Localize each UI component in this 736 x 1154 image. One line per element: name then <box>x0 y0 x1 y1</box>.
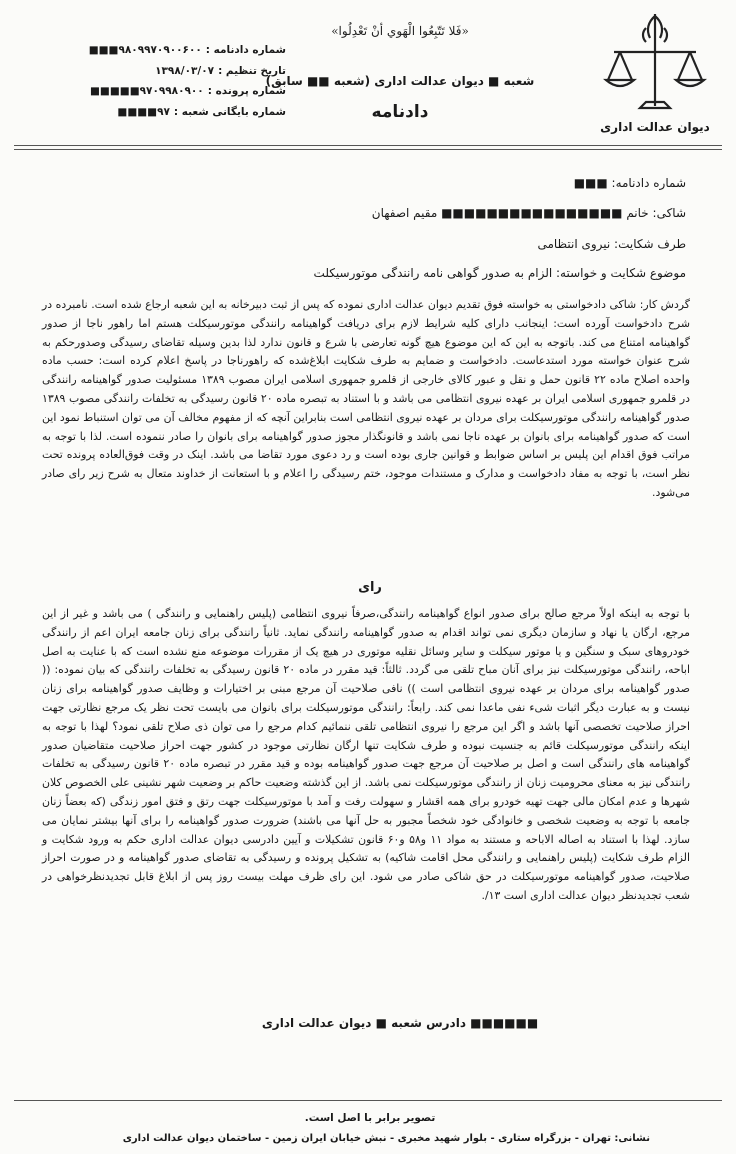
page-title: دادنامه <box>371 102 429 122</box>
meta-label: تاریخ تنظیم : <box>218 64 286 77</box>
meta-row-date <box>46 61 286 82</box>
meta-row-file-number <box>46 81 286 102</box>
ruling-heading: رای <box>358 580 382 595</box>
respondent: طرف شکایت: نیروی انتظامی <box>537 237 686 251</box>
address-line: نشانی: تهران - بزرگراه ستاری - بلوار شهید مخبری - نبش خیابان ایران زمین - ساختمان دیوان عدالت اداری <box>122 1133 650 1144</box>
org-name: دیوان عدالت اداری <box>600 120 710 134</box>
branch-line: شعبه ■ دیوان عدالت اداری (شعبه ■■ سابق) <box>265 74 535 88</box>
complainant: شاکی: خانم ■■■■■■■■■■■■■■■■ مقیم اصفهان <box>371 206 686 220</box>
header-verse: «فَلا تَتّبِعُوا الْهَوي أنْ تَعْدِلُوا» <box>331 24 469 38</box>
meta-label: شماره پرونده : <box>207 85 286 97</box>
meta-value: ۹۸۰۹۹۷۰۹۰۰۶۰۰■■■ <box>88 44 202 56</box>
subject: موضوع شکایت و خواسته: الزام به صدور گواهی نامه رانندگی موتورسیکلت <box>313 266 686 280</box>
meta-label: شماره بایگانی شعبه : <box>173 105 286 118</box>
meta-value: ۹۷■■■■ <box>117 105 170 118</box>
meta-value: ۱۳۹۸/۰۳/۰۷ <box>155 64 215 77</box>
case-number: شماره دادنامه: ■■■ <box>573 176 686 190</box>
header-divider <box>14 145 722 146</box>
procedure-paragraph: گردش کار: شاکی دادخواستی به خواسته فوق تقدیم دیوان عدالت اداری نموده که پس از ثبت دبیرخانه به این شعبه ارجاع شده است. نامبرده در شرح دادخواست آورده است: اینجانب دارای کلیه شرایط لازم برای دریافت گواهینامه رانندگی موتورسیکلت هستم اما راهور ناجا از صدور گواهینامه امتناع می کند. باتوجه به این که این موضوع هیچ گونه تعارضی با شرع و قانون ندارد لذا بدین وسیله تقاضای رسیدگی وصدورحکم به شرح عنوان خواسته مورد استدعاست. دادخواست و ضمایم به طرف شکایت ابلاغ‌شده که راهورناجا در پاسخ اعلام کرده است: حسب ماده واحده اصلاح ماده ۲۲ قانون حمل و نقل و عبور کالای خارجی از قلمرو جمهوری اسلامی ایران مصوب ۱۳۸۹ مسئولیت صدور گواهینامه رانندگی در قلمرو جمهوری اسلامی ایران بر عهده نیروی انتظامی می باشد و با استناد به تبصره ماده ۲۰ قانون رسیدگی به تخلفات رانندگی مصوب ۱۳۸۹ صدور گواهینامه رانندگی موتورسیکلت برای مردان بر عهده نیروی انتظامی است بنابراین آنچه که از مفهوم مخالف آن می توان استنباط نمود این است که صدور گواهینامه برای بانوان بر عهده ناجا نمی باشد و قانونگذار مجوز صدور گواهینامه برای بانوان را صادر ننموده است. لذا با توجه به مراتب فوق اقدام این پلیس بر اساس ضوابط و قوانین جاری بوده است و رد دعوی مورد تقاضا می باشد. اینک در وقت فوق‌العاده پرونده تحت نظر است، با توجه به مفاد دادخواست و مدارک و مستندات موجود، ختم رسیدگی را اعلام و با استعانت از خداوند متعال به شرح زیر رای صادر می‌شود. <box>42 298 690 499</box>
true-copy-note: تصویر برابر با اصل است. <box>304 1112 436 1124</box>
meta-label: شماره دادنامه : <box>205 44 286 56</box>
emblem-block <box>600 8 710 138</box>
case-meta <box>46 40 286 122</box>
meta-value: ۹۷۰۹۹۸۰۹۰۰■■■■■ <box>90 85 204 97</box>
footer-divider <box>14 1100 722 1101</box>
scales-of-justice-icon <box>600 8 710 118</box>
meta-row-verdict-number <box>46 40 286 61</box>
meta-row-archive-number <box>46 102 286 123</box>
ruling-paragraph: با توجه به اینکه اولاً مرجع صالح برای صدور انواع گواهینامه رانندگی،صرفاً نیروی انتظامی (پلیس راهنمایی و رانندگی ) می باشد و غیر از این مرجع، ارگان یا نهاد و سازمان دیگری نمی تواند اقدام به صدور گواهینامه رانندگی نماید. ثانیاً رانندگی برای زنان جامعه ایران اعم از رانندگی خودروهای سبک و سنگین و یا موتور سیکلت و سایر وسائل نقلیه موتوری در هیچ یک از مقررات موضوعه منع نشده است که با عنایت به اصل اباحه، رانندگی موتورسیکلت نیز برای آنان مباح تلقی می گردد. ثالثاً: قید مقرر در ماده ۲۰ قانون رسیدگی به تخلفات رانندگی که بیان نموده: (( صدور گواهینامه برای مردان بر عهده نیروی انتظامی است )) نافی صلاحیت آن مرجع مبنی بر اختیارات و وظایف صدور گواهینامه برای زنان نیست و به عبارت دیگر اثبات شیء نفی ماعدا نمی کند. رابعاً: رانندگی موتورسیکلت برای بانوان می بایست تحت نظر یک مرجع نظارتی جهت احراز صلاحیت تخصصی آنها باشد و اگر این مرجع را نیروی انتظامی تلقی ننمائیم کدام مرجع را می توان ذی صلاح تلقی نمود؟ لهذا با توجه به اینکه رانندگی موتورسیکلت قائم به جنسیت نبوده و طرف شکایت تنها ارگان نظارتی موجود در کشور جهت احراز صلاحیت متقاضیان صدور گواهینامه های رانندگی است و اصل بر صلاحیت آن مرجع جهت صدور گواهینامه بوده و قید مقرر در تبصره ماده ۲۰ قانون رسیدگی به تخلفات رانندگی نیز به معنای محرومیت زنان از رانندگی موتورسیکلت نمی باشد. از این گذشته وضعیت حاکم بر وضعیت شهر نشینی علی الخصوص کلان شهرها و عدم امکان مالی جهت تهیه خودرو برای همه اقشار و سهولت رفت و آمد با موتورسیکلت جهت رتق و فتق امور زندگی (که بعضاً زنان جامعه با توجه به وضعیت شخصی و خانوادگی خود شخصاً مجبور به حل آنها می باشند) ضرورت صدور گواهینامه را برای آنها بیشتر نمایان می سازد. لهذا با استناد به اصاله الاباحه و مستند به مواد ۱۱ و۵۸ و۶۰ قانون تشکیلات و آیین دادرسی دیوان عدالت اداری حکم به ورود شکایت و الزام طرف شکایت (پلیس راهنمایی و رانندگی محل اقامت شاکیه) به تشکیل پرونده و رسیدگی به تقاضای صدور گواهینامه و در صورت احراز صلاحیت، صدور گواهینامه موتورسیکلت در حق شاکی صادر می شود. این رای ظرف مهلت بیست روز پس از ابلاغ قابل تجدیدنظرخواهی در شعب تجدیدنظر دیوان عدالت اداری است ۱۳/. <box>42 607 690 902</box>
judge-signature-line: ■■■■■■ دادرس شعبه ■ دیوان عدالت اداری <box>261 1016 539 1030</box>
header-divider-inner <box>14 149 722 150</box>
